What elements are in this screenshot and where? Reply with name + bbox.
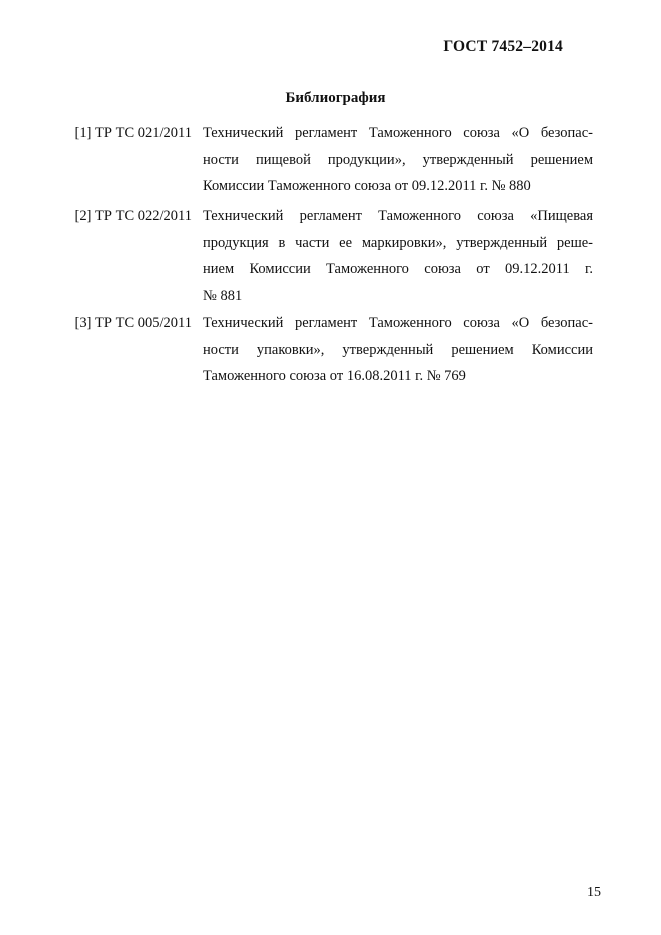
entry-line: ности пищевой продукции», утвержденный решением [203, 151, 593, 168]
entry-line: Таможенного союза от 16.08.2011 г. № 769 [203, 368, 466, 384]
entry-line: № 881 [203, 287, 243, 304]
standard-code: ГОСТ 7452–2014 [443, 38, 563, 55]
entry-reference: [2] ТР ТС 022/2011 [74, 208, 192, 224]
entry-line: ности упаковки», утвержденный решением Комиссии [203, 341, 593, 358]
entry-line: продукция в части ее маркировки», утвержденный реше- [203, 234, 593, 251]
entry-line: Технический регламент Таможенного союза «О безопас- [203, 315, 593, 331]
entry-reference: [1] ТР ТС 021/2011 [74, 125, 192, 141]
entry-description [203, 203, 593, 309]
entry-line: Технический регламент Таможенного союза «О безопас- [203, 125, 593, 141]
entry-description [203, 120, 593, 200]
entry-reference: [3] ТР ТС 005/2011 [74, 315, 192, 331]
entry-description [203, 310, 593, 390]
entry-line: Технический регламент Таможенного союза «Пищевая [203, 208, 593, 224]
bibliography-title: Библиография [285, 90, 386, 106]
page-number: 15 [587, 885, 601, 900]
entry-line: Комиссии Таможенного союза от 09.12.2011 г. № 880 [203, 178, 531, 194]
entry-line: нием Комиссии Таможенного союза от 09.12.2011 г. [203, 261, 593, 277]
